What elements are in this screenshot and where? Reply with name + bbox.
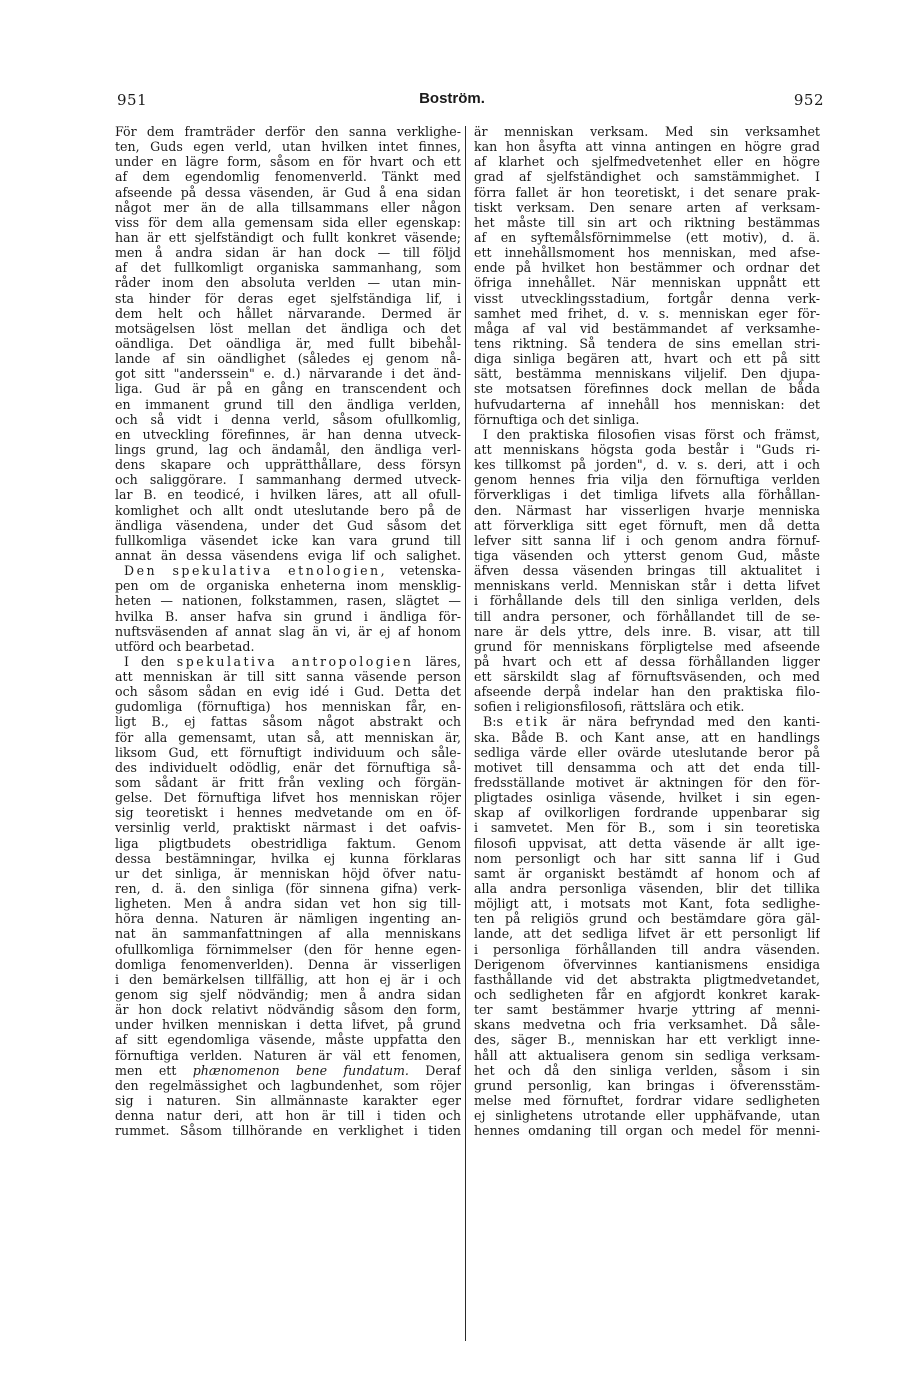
text-line: den regelmässighet och lagbundenhet, som röjer [115,1077,461,1093]
text-line: rummet. Såsom tillhörande en verklighet i tiden [115,1123,461,1139]
text-line: ej sinlighetens utrotande eller upphäfvande, utan [474,1108,820,1124]
text-line: melse med förnuftet, fordrar vidare sedligheten [474,1093,820,1108]
text-line: denna natur deri, att hon är till i tiden och [115,1108,461,1124]
text-line: den. Närmast har visserligen hvarje menniska [474,502,820,518]
text-line: måga af val vid bestämmandet af verksamhe- [474,320,820,336]
text-line: komlighet och allt ondt uteslutande bero på de [115,502,461,518]
text-line: af klarhet och sjelfmedvetenhet eller en högre [474,154,820,170]
text-line: liksom Gud, ett förnuftigt individuum och såle- [115,744,461,760]
text-line: på hvart och ett af dessa förhållanden ligger [474,653,820,669]
text-line: sofien i religionsfilosofi, rättslära och etik. [474,699,745,715]
text-line: en utveckling förefinnes, är han denna utveck- [115,426,461,442]
text-line: ur det sinliga, är menniskan höjd öfver natu- [115,865,461,881]
text-line: förverkligas i det timliga lifvets alla förhållan- [474,487,820,503]
text-line: menniskans verld. Menniskan står i detta lifvet [474,578,820,594]
text-line: nuftsväsenden af annat slag än vi, är ej af honom [115,623,461,639]
text-line: ter samt bestämmer hvarje yttring af menni- [474,1002,820,1018]
text-line: grund för menniskans förpligtelse med afseende [474,638,820,654]
text-line: het måste till sin art och riktning bestämmas [474,214,820,230]
text-line: ten på religiös grund och bestämdare göra gäl- [474,911,820,927]
text-line: annat än dessa väsendens eviga lif och salighet. [115,547,461,563]
text-line: I den spekulativa antropologien läres, [124,653,461,669]
text-line: lings grund, lag och ändamål, den ändliga verl- [115,441,461,457]
text-line: ligheten. Men å andra sidan vet hon sig till- [115,896,461,912]
text-line: grad af sjelfständighet och samstämmighet. I [474,169,820,185]
text-line: i den bemärkelsen tillfällig, att hon ej är i och [115,971,461,987]
text-line: ändliga väsendena, under det Gud såsom det [115,517,461,533]
text-line: För dem framträder derför den sanna verklighe- [115,124,461,139]
text-line: som sådant är fritt från vexling och förgän- [115,775,461,791]
text-line: fredsställande motivet är aktningen för den för- [474,775,820,791]
text-line: Den spekulativa etnologien, vetenska- [124,563,461,579]
right-column [474,124,820,1138]
text-line: liga pligtbudets obestridliga faktum. Genom [115,835,461,851]
text-line: öfriga innehållet. När menniskan uppnått ett [474,275,820,291]
text-line: af dem egendomlig fenomenverld. Tänkt med [115,169,461,185]
text-line: i samvetet. Men för B., som i sin teoretiska [474,820,820,836]
text-line: lande, att det sedliga lifvet är ett personligt lif [474,926,820,942]
text-line: fasthållande vid det abstrakta pligtmedvetandet, [474,971,820,987]
text-line: des, säger B., menniskan har ett verkligt inne- [474,1032,820,1048]
text-line: tiga väsenden och ytterst genom Gud, måste [474,547,820,563]
text-line: genom sig sjelf nödvändig; men å andra sidan [115,987,461,1003]
text-line: råder inom den absoluta verlden — utan min- [115,275,461,291]
page-number-left: 951 [117,91,148,109]
text-line: är hon dock relativt nödvändig såsom den form, [115,1002,461,1018]
column-divider [465,126,466,1341]
text-line: dessa bestämningar, hvilka ej kunna förklaras [115,850,461,866]
text-line: af det fullkomligt organiska sammanhang, som [115,260,461,276]
text-line: ten, Guds egen verld, utan hvilken intet finnes, [115,139,461,155]
text-line: ofullkomliga förnimmelser (den för henne egen- [115,941,461,957]
text-line: att menniskan är till sitt sanna väsende person [115,669,461,685]
text-line: och saliggörare. I sammanhang dermed utveck- [115,472,461,488]
text-line: dens skapare och upprätthållare, dess försyn [115,457,461,473]
page-number-right: 952 [793,91,824,109]
text-line: möjligt att, i motsats mot Kant, fota sedlighe- [474,896,820,912]
text-line: tiskt verksam. Den senare arten af verksam- [474,199,820,215]
text-line: Derigenom öfvervinnes kantianismens ensidiga [474,956,820,972]
text-line: men å andra sidan är han dock — till följd [115,245,461,261]
text-line: att menniskans högsta goda består i "Guds ri- [474,441,820,457]
text-line: af en syftemålsförnimmelse (ett motiv), d. ä. [474,229,820,245]
text-line: förra fallet är hon teoretiskt, i det senare prak- [474,184,820,200]
text-line: är menniskan verksam. Med sin verksamhet [474,124,820,139]
text-line: skans medvetna och fria verksamhet. Då såle- [474,1017,820,1033]
text-line: äfven dessa väsenden bringas till aktualitet i [474,563,820,579]
text-line: des individuelt odödlig, enär det förnuftiga så- [115,759,461,775]
text-line: ende på hvilket hon bestämmer och ordnar det [474,260,820,276]
text-line: sig teoretiskt i hennes medvetande om en öf- [115,805,461,821]
text-line: kan hon åsyfta att vinna antingen en högre grad [474,139,820,155]
text-line: oändliga. Det oändliga är, med fullt bibehål- [115,335,461,351]
text-line: samhet med frihet, d. v. s. menniskan eger för- [474,305,820,321]
text-line: gelse. Det förnuftiga lifvet hos menniskan röjer [115,790,461,806]
text-line: ett särskildt slag af förnuftsväsenden, och med [474,669,820,685]
text-line: dem helt och hållet närvarande. Dermed är [115,305,461,321]
text-line: under en lägre form, såsom en för hvart och ett [115,154,461,170]
text-line: något mer än de alla tillsammans eller någon [115,199,461,215]
text-line: höra denna. Naturen är nämligen ingenting an- [115,911,461,927]
text-line: B:s etik är nära befryndad med den kanti- [483,714,820,730]
text-line: het och då den sinliga verlden, såsom i sin [474,1062,820,1078]
text-line: afseende derpå indelar han den praktiska filo- [474,684,820,700]
text-line: under hvilken menniskan i detta lifvet, på grund [115,1017,461,1033]
text-line: sätt, bestämma menniskans viljelif. Den djupa- [474,366,820,382]
text-line: motivet till densamma och att det enda till- [474,759,820,775]
text-line: liga. Gud är på en gång en transcendent och [115,381,461,397]
text-line: tens riktning. Så tendera de sins emellan stri- [474,335,820,351]
text-line: filosofi uppvisat, att detta väsende är allt ige- [474,835,820,851]
text-line: att förverkliga sitt eget förnuft, men då detta [474,517,820,533]
text-line: hufvudarterna af innehåll hos menniskan: det [474,396,820,412]
text-line: till andra personer, och förhållandet till de se- [474,608,820,624]
text-line: viss för dem alla gemensam sida eller egenskap: [115,214,461,230]
text-line: förnuftiga verlden. Naturen är väl ett fenomen, [115,1047,461,1063]
text-line: alla andra personliga väsenden, blir det tillika [474,881,820,897]
text-line: fullkomliga väsendet icke kan vara grund till [115,532,461,548]
text-line: i personliga förhållanden till andra väsenden. [474,941,820,957]
text-line: förnuftiga och det sinliga. [474,411,640,427]
text-line: nat än sammanfattningen af alla menniskans [115,926,461,942]
text-line: för alla gemensamt, utan så, att menniskan är, [115,729,461,745]
text-line: hvilka B. anser hafva sin grund i ändliga för- [115,608,461,624]
text-line: han är ett sjelfständigt och fullt konkret väsende; [115,229,461,245]
text-line: diga sinliga begären att, hvart och ett på sitt [474,351,820,367]
text-line: lar B. en teodicé, i hvilken läres, att all ofull- [115,487,461,503]
text-line: och såsom sådan en evig idé i Gud. Detta det [115,684,461,700]
text-line: hennes omdaning till organ och medel för menni- [474,1123,820,1139]
text-line: skap af ovilkorligen fordrande uppenbarar sig [474,805,820,821]
text-line: samt är organiskt bestämdt af honom och af [474,865,820,881]
text-line: grund personlig, kan bringas i öfverensstäm- [474,1077,820,1093]
text-line: i förhållande dels till den sinliga verlden, dels [474,593,820,609]
text-line: men ett phænomenon bene fundatum. Deraf [115,1062,461,1078]
text-line: kes tillkomst på jorden", d. v. s. deri, att i och [474,457,820,473]
text-line: ett innehållsmoment hos menniskan, med afse- [474,245,820,261]
text-line: ste motsatsen förefinnes dock mellan de båda [474,381,820,397]
text-line: pen om de organiska enheterna inom mensklig- [115,578,461,594]
text-line: visst utvecklingsstadium, fortgår denna verk- [474,290,820,306]
text-line: afseende på dessa väsenden, är Gud å ena sidan [115,184,461,200]
text-line: nare är dels yttre, dels inre. B. visar, att till [474,623,820,639]
text-line: got sitt "anderssein" e. d.) närvarande i det änd- [115,366,461,382]
text-line: motsägelsen löst mellan det ändliga och det [115,320,461,336]
page-header [0,91,904,111]
text-line: versinlig verld, praktiskt närmast i det oafvis- [115,820,461,836]
text-line: I den praktiska filosofien visas först och främst, [483,426,820,442]
text-line: utförd och bearbetad. [115,638,255,654]
text-line: en immanent grund till den ändliga verlden, [115,396,461,412]
text-line: och sedligheten får en afgjordt konkret karak- [474,987,820,1003]
text-line: håll att aktualisera genom sin sedliga verksam- [474,1047,820,1063]
text-line: nom personligt och har sitt sanna lif i Gud [474,850,820,866]
text-line: sedliga värde eller ovärde uteslutande beror på [474,744,820,760]
text-line: ska. Både B. och Kant anse, att en handlings [474,729,820,745]
text-line: sta hinder för deras eget sjelfständiga lif, i [115,290,461,306]
text-line: och så vidt i denna verld, såsom ofullkomlig, [115,411,461,427]
text-line: heten — nationen, folkstammen, rasen, slägtet — [115,593,461,609]
left-column [115,124,461,1138]
running-title: Boström. [419,90,485,107]
text-line: sig i naturen. Sin allmännaste karakter eger [115,1093,461,1108]
text-line: genom hennes fria vilja den förnuftiga verlden [474,472,820,488]
text-line: gudomliga (förnuftiga) hos menniskan får, en- [115,699,461,715]
text-line: af sitt egendomliga väsende, måste uppfatta den [115,1032,461,1048]
text-line: pligtades osinliga väsende, hvilket i sin egen- [474,790,820,806]
text-line: ren, d. ä. den sinliga (för sinnena gifna) verk- [115,881,461,897]
text-line: ligt B., ej fattas såsom något abstrakt och [115,714,461,730]
text-line: lefver sitt sanna lif i och genom andra förnuf- [474,532,820,548]
text-line: lande af sin oändlighet (således ej genom nå- [115,351,461,367]
text-line: domliga fenomenverlden). Denna är visserligen [115,956,461,972]
